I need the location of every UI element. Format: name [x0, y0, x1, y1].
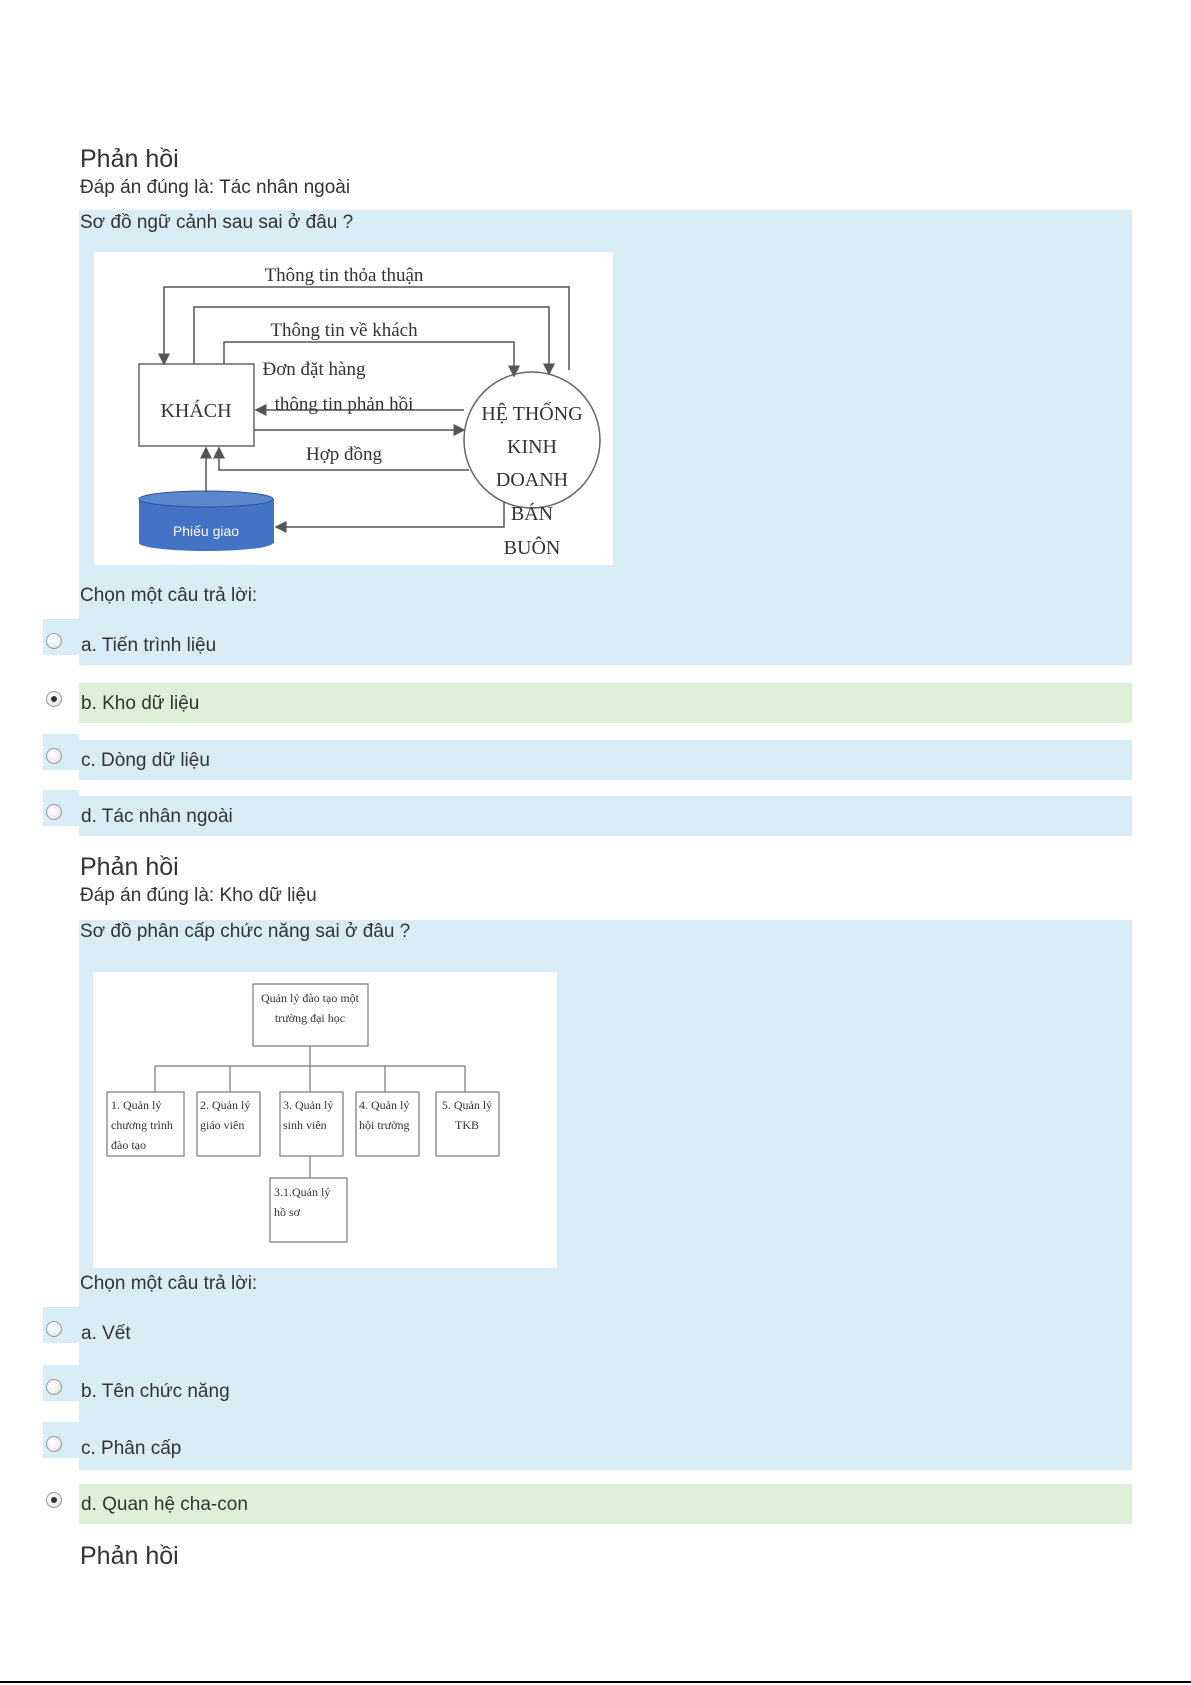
correct-answer-text: Đáp án đúng là: Kho dữ liệu: [80, 885, 317, 906]
node-text: TKB: [455, 1118, 479, 1132]
process-line: DOANH: [495, 469, 569, 491]
radio-button[interactable]: [46, 1321, 62, 1337]
node-text: sinh viên: [283, 1118, 327, 1132]
answer-option[interactable]: [43, 625, 1132, 665]
answer-prompt: Chọn một câu trả lời:: [80, 1273, 258, 1294]
radio-button[interactable]: [46, 1492, 62, 1508]
context-diagram-image: [94, 252, 613, 565]
question-text: Sơ đồ ngữ cảnh sau sai ở đâu ?: [80, 212, 354, 233]
feedback-title: Phản hồi: [80, 145, 179, 173]
arrow-label: Thông tin thỏa thuận: [264, 265, 424, 286]
node-text: trường đại học: [274, 1011, 346, 1025]
feedback-title: Phản hồi: [80, 1542, 179, 1570]
node-text: Quản lý đào tạo một: [261, 991, 359, 1005]
answer-option[interactable]: [43, 1484, 1132, 1524]
radio-button[interactable]: [46, 1436, 62, 1452]
arrow-label: thông tin phản hồi: [274, 394, 414, 415]
option-label: a. Tiến trình liệu: [81, 635, 217, 656]
answer-option[interactable]: [43, 1313, 1132, 1353]
option-label: a. Vết: [81, 1323, 131, 1344]
radio-button[interactable]: [46, 633, 62, 649]
answer-prompt: Chọn một câu trả lời:: [80, 585, 258, 606]
answer-option[interactable]: [43, 1371, 1132, 1411]
data-store-label: Phiếu giao: [172, 523, 240, 539]
node-text: hồ sơ: [274, 1205, 301, 1219]
arrow-label: Thông tin về khách: [270, 320, 418, 341]
process-line: KINH: [507, 436, 557, 458]
option-label: b. Tên chức năng: [81, 1381, 230, 1402]
correct-answer-text: Đáp án đúng là: Tác nhân ngoài: [80, 177, 351, 198]
radio-button[interactable]: [46, 1379, 62, 1395]
context-diagram-svg: [94, 252, 613, 565]
option-label: c. Dòng dữ liệu: [81, 750, 210, 771]
node-text: hội trường: [359, 1118, 410, 1132]
radio-button[interactable]: [46, 748, 62, 764]
entity-label: KHÁCH: [160, 400, 232, 422]
node-text: chương trình: [111, 1118, 173, 1132]
answer-option[interactable]: [43, 1428, 1132, 1468]
node-text: 5. Quản lý: [441, 1098, 493, 1112]
hierarchy-diagram-svg: [93, 972, 557, 1268]
answer-option[interactable]: [43, 683, 1132, 723]
answer-option[interactable]: [43, 740, 1132, 780]
radio-button[interactable]: [46, 691, 62, 707]
feedback-title: Phản hồi: [80, 853, 179, 881]
radio-button[interactable]: [46, 804, 62, 820]
arrow-label: Hợp đồng: [305, 444, 383, 465]
node-text: giáo viên: [200, 1118, 245, 1132]
process-line: BÁN: [510, 503, 554, 525]
option-label: b. Kho dữ liệu: [81, 693, 200, 714]
page-footer-line: [0, 1681, 1191, 1683]
node-text: 2. Quản lý: [200, 1098, 251, 1112]
option-label: d. Tác nhân ngoài: [81, 806, 233, 827]
hierarchy-diagram-image: [93, 972, 557, 1268]
node-text: đào tạo: [111, 1138, 146, 1152]
option-label: c. Phân cấp: [81, 1438, 182, 1459]
node-text: 3. Quản lý: [283, 1098, 334, 1112]
node-text: 1. Quản lý: [111, 1098, 162, 1112]
node-text: 4. Quản lý: [359, 1098, 410, 1112]
question-text: Sơ đồ phân cấp chức năng sai ở đâu ?: [80, 921, 411, 942]
option-label: d. Quan hệ cha-con: [81, 1494, 248, 1515]
process-line: HỆ THỐNG: [481, 403, 583, 425]
node-text: 3.1.Quản lý: [274, 1185, 331, 1199]
arrow-label: Đơn đặt hàng: [262, 359, 366, 380]
process-line: BUÔN: [503, 537, 561, 559]
answer-option[interactable]: [43, 796, 1132, 836]
